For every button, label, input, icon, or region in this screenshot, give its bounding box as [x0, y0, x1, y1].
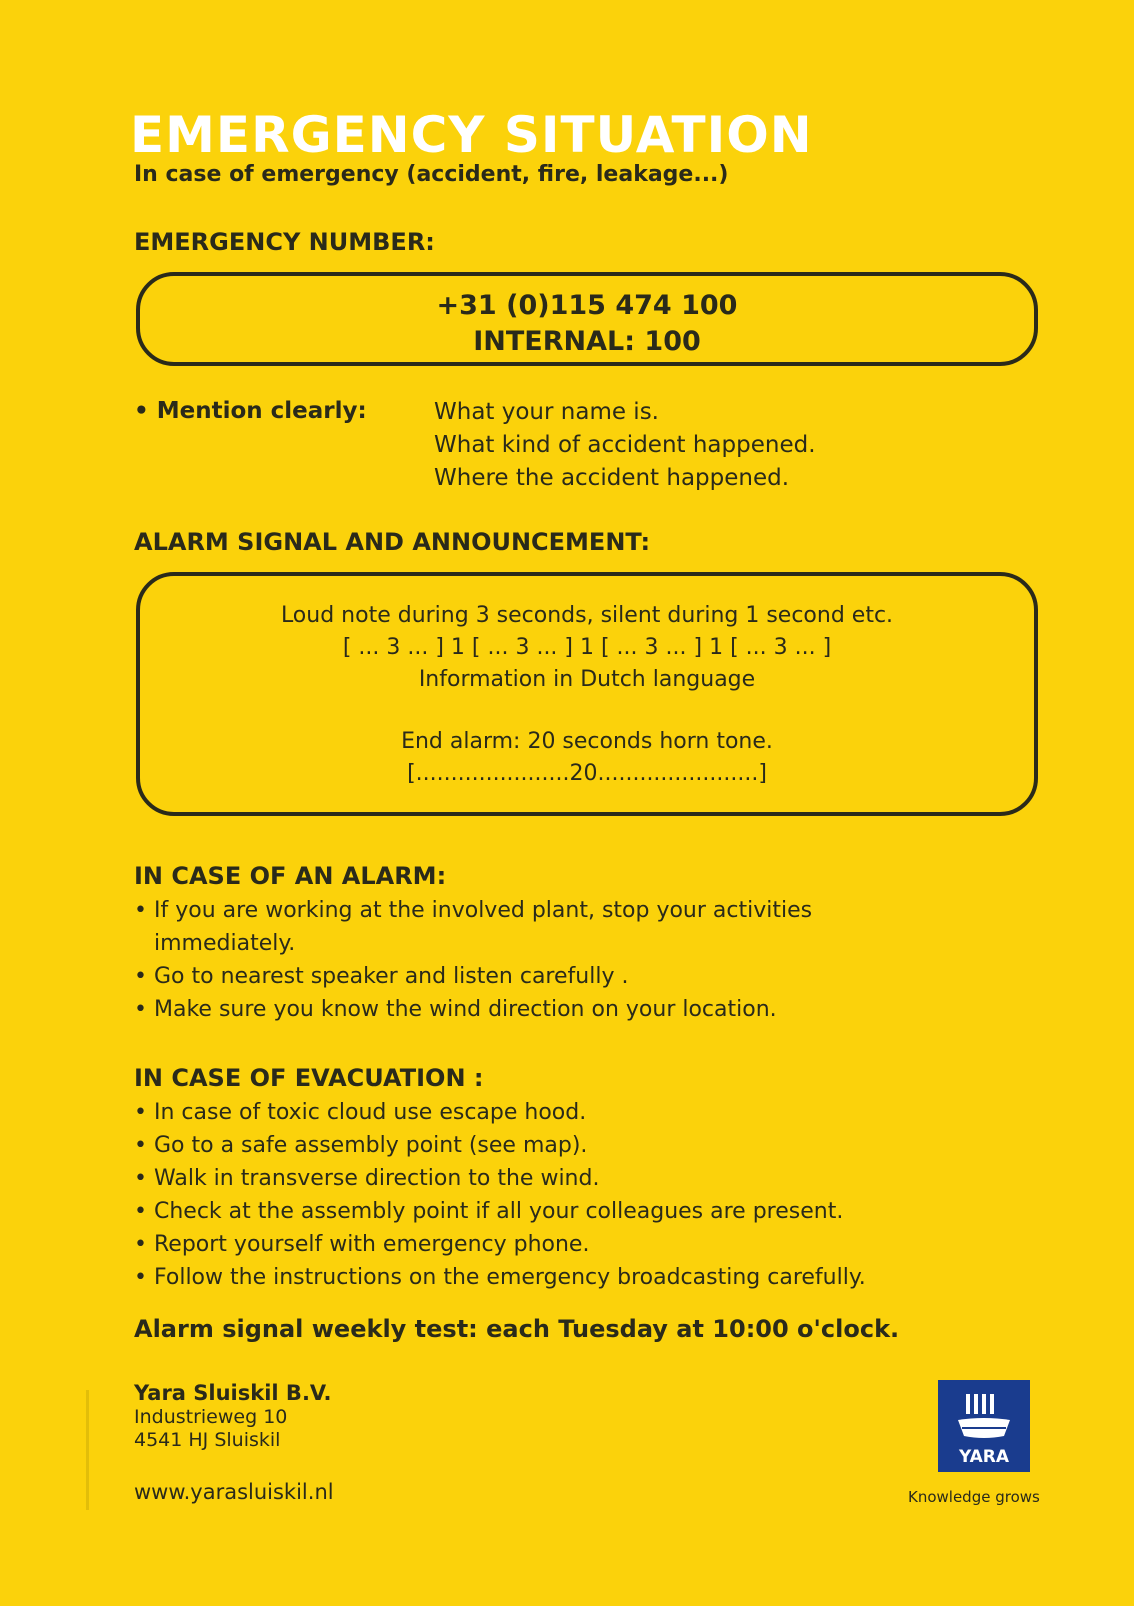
mention-item: Where the accident happened. — [434, 465, 790, 491]
side-print-mark — [78, 1390, 98, 1510]
in-case-alarm-heading: IN CASE OF AN ALARM: — [134, 862, 447, 890]
weekly-test-note: Alarm signal weekly test: each Tuesday at 10:00 o'clock. — [134, 1315, 900, 1343]
alarm-pattern-diagram: [ ... 3 ... ] 1 [ ... 3 ... ] 1 [ ... 3 ... ] 1 [ ... 3 ... ] — [342, 635, 832, 660]
emergency-number-box — [136, 272, 1038, 366]
end-alarm-description: End alarm: 20 seconds horn tone. — [401, 729, 773, 754]
list-item: • If you are working at the involved plant, stop your activities immediately. — [134, 894, 814, 960]
alarm-signal-heading: ALARM SIGNAL AND ANNOUNCEMENT: — [134, 528, 651, 556]
mention-list — [434, 396, 816, 495]
list-item: • Check at the assembly point if all your colleagues are present. — [134, 1195, 1034, 1228]
in-case-alarm-list — [134, 894, 814, 1026]
alarm-signal-box — [136, 572, 1038, 816]
logo-text: YARA — [958, 1447, 1010, 1467]
emergency-phone: +31 (0)115 474 100 — [436, 290, 738, 321]
list-item: • Go to nearest speaker and listen carefully . — [134, 960, 814, 993]
list-item: • Report yourself with emergency phone. — [134, 1228, 1034, 1261]
page-subtitle: In case of emergency (accident, fire, leakage...) — [134, 162, 729, 187]
company-street: Industrieweg 10 — [134, 1406, 288, 1428]
page-title: EMERGENCY SITUATION — [130, 106, 813, 164]
list-item: • In case of toxic cloud use escape hood. — [134, 1096, 1034, 1129]
company-tagline: Knowledge grows — [908, 1488, 1040, 1506]
yara-logo — [938, 1380, 1030, 1472]
alarm-language-note: Information in Dutch language — [418, 667, 756, 692]
alarm-pattern-description: Loud note during 3 seconds, silent during 1 second etc. — [280, 603, 894, 628]
company-address — [134, 1380, 331, 1452]
list-item: • Follow the instructions on the emergency broadcasting carefully. — [134, 1261, 1034, 1294]
mention-item: What kind of accident happened. — [434, 432, 816, 458]
list-item: • Walk in transverse direction to the wind. — [134, 1162, 1034, 1195]
company-website: www.yarasluiskil.nl — [134, 1480, 334, 1504]
internal-number: INTERNAL: 100 — [473, 326, 701, 357]
end-alarm-diagram: [......................20.......................] — [407, 761, 767, 786]
in-case-evacuation-list — [134, 1096, 1034, 1294]
company-name: Yara Sluiskil B.V. — [134, 1381, 332, 1405]
in-case-evacuation-heading: IN CASE OF EVACUATION : — [134, 1064, 484, 1092]
viking-ship-icon — [938, 1380, 1030, 1472]
list-item: • Go to a safe assembly point (see map). — [134, 1129, 1034, 1162]
emergency-number-heading: EMERGENCY NUMBER: — [134, 228, 435, 256]
mention-item: What your name is. — [434, 399, 659, 425]
mention-clearly-label: • Mention clearly: — [134, 398, 367, 424]
list-item: • Make sure you know the wind direction on your location. — [134, 993, 814, 1026]
company-city: 4541 HJ Sluiskil — [134, 1429, 281, 1451]
